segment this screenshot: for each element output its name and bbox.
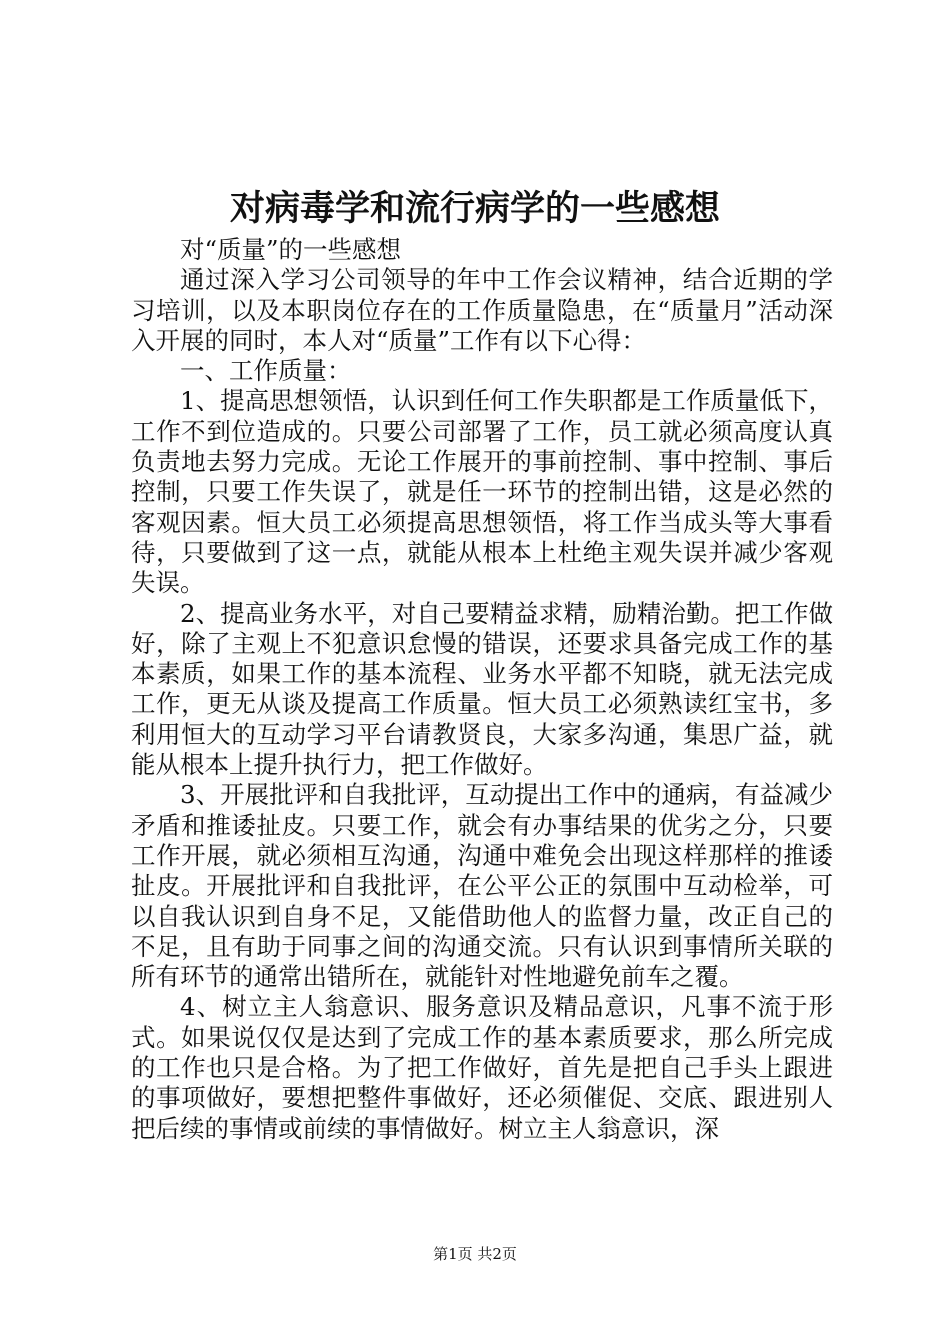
document-title: 对病毒学和流行病学的一些感想 bbox=[229, 188, 720, 229]
paragraph: 一、工作质量： bbox=[180, 356, 352, 386]
paragraph: 1、提高思想领悟，认识到任何工作失职都是工作质量低下，工作不到位造成的。只要公司部署了工作，员工就必须高度认真负责地去努力完成。无论工作展开的事前控制、事中控制、事后控制，只要工作失误了，就是任一环节的控制出错，这是必然的客观因素。恒大员工必须提高思想领悟，将工作当成头等大事看待，只要做到了这一点，就能从根本上杜绝主观失误并减少客观失误。 bbox=[131, 386, 833, 598]
paragraph: 对“质量”的一些感想 bbox=[180, 235, 402, 264]
paragraph: 4、树立主人翁意识、服务意识及精品意识，凡事不流于形式。如果说仅仅是达到了完成工作的基本素质要求，那么所完成的工作也只是合格。为了把工作做好，首先是把自己手头上跟进的事项做好，要想把整件事做好，还必须催促、交底、跟进别人把后续的事情或前续的事情做好。树立主人翁意识，深 bbox=[131, 992, 833, 1143]
paragraph: 3、开展批评和自我批评，互动提出工作中的通病，有益减少矛盾和推诿扯皮。只要工作，就会有办事结果的优劣之分，只要工作开展，就必须相互沟通，沟通中难免会出现这样那样的推诿扯皮。开展批评和自我批评，在公平公正的氛围中互动检举，可以自我认识到自身不足，又能借助他人的监督力量，改正自己的不足，且有助于同事之间的沟通交流。只有认识到事情所关联的所有环节的通常出错所在，就能针对性地避免前车之覆。 bbox=[131, 780, 833, 992]
paragraph: 通过深入学习公司领导的年中工作会议精神，结合近期的学习培训，以及本职岗位存在的工作质量隐患，在“质量月”活动深入开展的同时，本人对“质量”工作有以下心得： bbox=[131, 265, 833, 355]
document-body bbox=[131, 235, 833, 1144]
paragraph: 2、提高业务水平，对自己要精益求精，励精治勤。把工作做好，除了主观上不犯意识怠慢的错误，还要求具备完成工作的基本素质，如果工作的基本流程、业务水平都不知晓，就无法完成工作，更无从谈及提高工作质量。恒大员工必须熟读红宝书，多利用恒大的互动学习平台请教贤良，大家多沟通，集思广益，就能从根本上提升执行力，把工作做好。 bbox=[131, 598, 833, 780]
page-number-footer: 第1页 共2页 bbox=[433, 1245, 517, 1263]
